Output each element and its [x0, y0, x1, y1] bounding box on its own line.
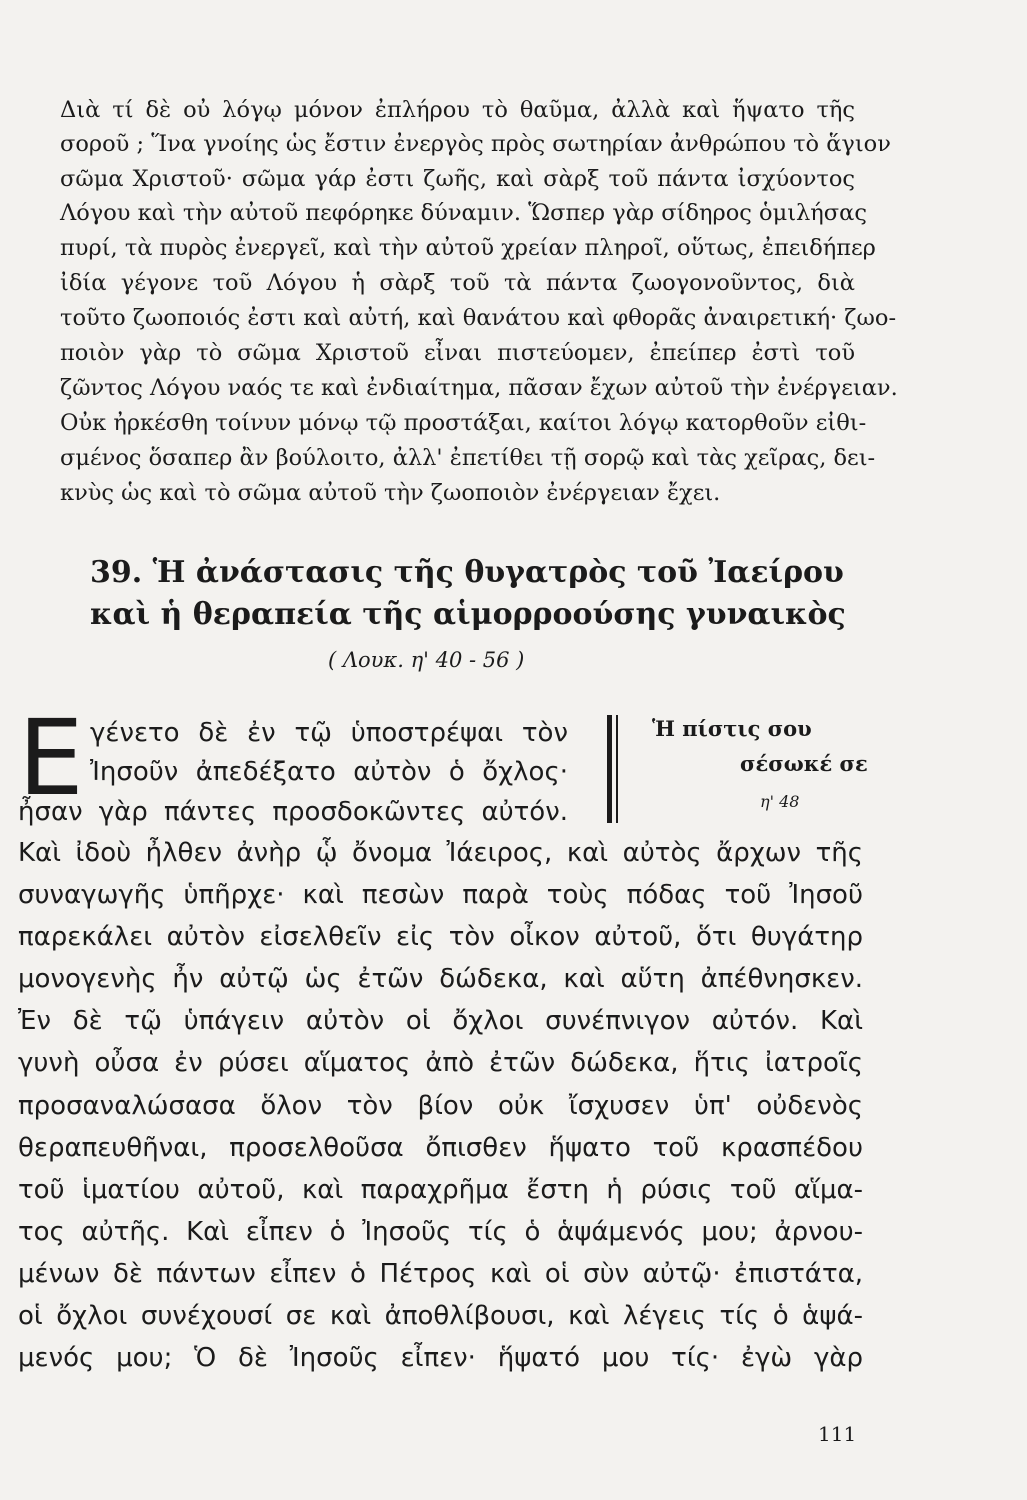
body-line: Καὶ ἰδοὺ ἦλθεν ἀνὴρ ᾧ ὄνομα Ἰάειρος, καὶ αὐτὸς ἄρχων τῆς — [18, 838, 863, 868]
commentary-line: πυρί, τὰ πυρὸς ἐνεργεῖ, καὶ τὴν αὐτοῦ χρείαν πληροῖ, οὕτως, ἐπειδήπερ — [60, 235, 876, 261]
scripture-reference: ( Λουκ. η' 40 - 56 ) — [328, 648, 525, 672]
commentary-line: τοῦτο ζωοποιός ἐστι καὶ αὐτή, καὶ θανάτου καὶ φθορᾶς ἀναιρετική· ζωο- — [60, 305, 897, 331]
commentary-line: κνὺς ὡς καὶ τὸ σῶμα αὐτοῦ τὴν ζωοποιὸν ἐνέργειαν ἔχει. — [60, 480, 721, 506]
sidenote-line-1: Ἡ πίστις σου — [652, 716, 812, 741]
body-line: μονογενὴς ἦν αὐτῷ ὡς ἐτῶν δώδεκα, καὶ αὕτη ἀπέθνησκεν. — [18, 964, 863, 994]
commentary-line: σῶμα Χριστοῦ· σῶμα γάρ ἐστι ζωῆς, καὶ σὰρξ τοῦ πάντα ἰσχύοντος — [60, 166, 855, 192]
body-line: Ἐν δὲ τῷ ὑπάγειν αὐτὸν οἱ ὄχλοι συνέπνιγον αὐτόν. Καὶ — [18, 1006, 863, 1036]
section-heading-line-2: καὶ ἡ θεραπεία τῆς αἱμορροούσης γυναικὸς — [90, 597, 846, 632]
body-line: παρεκάλει αὐτὸν εἰσελθεῖν εἰς τὸν οἶκον αὐτοῦ, ὅτι θυγάτηρ — [18, 922, 863, 952]
sidenote-divider-thin — [616, 715, 618, 823]
sidenote-divider-thick — [607, 715, 612, 823]
body-line: συναγωγῆς ὑπῆρχε· καὶ πεσὼν παρὰ τοὺς πόδας τοῦ Ἰησοῦ — [18, 880, 863, 910]
commentary-line: Οὐκ ἠρκέσθη τοίνυν μόνῳ τῷ προστάξαι, καίτοι λόγῳ κατορθοῦν εἰθι- — [60, 410, 867, 436]
sidenote-reference: η' 48 — [760, 792, 800, 811]
page-number: 111 — [818, 1422, 857, 1446]
commentary-line: σοροῦ ; Ἵνα γνοίης ὡς ἔστιν ἐνεργὸς πρὸς σωτηρίαν ἀνθρώπου τὸ ἅγιον — [60, 131, 891, 157]
section-heading-line-1: 39. Ἡ ἀνάστασις τῆς θυγατρὸς τοῦ Ἰαείρου — [90, 555, 844, 590]
body-line: τοῦ ἱματίου αὐτοῦ, καὶ παραχρῆμα ἔστη ἡ ρύσις τοῦ αἵμα- — [18, 1175, 863, 1205]
body-line: Ἰησοῦν ἀπεδέξατο αὐτὸν ὁ ὄχλος· — [90, 757, 568, 787]
commentary-line: Διὰ τί δὲ οὐ λόγῳ μόνον ἐπλήρου τὸ θαῦμα, ἀλλὰ καὶ ἥψατο τῆς — [60, 97, 855, 123]
body-line: μένων δὲ πάντων εἶπεν ὁ Πέτρος καὶ οἱ σὺν αὐτῷ· ἐπιστάτα, — [18, 1259, 863, 1289]
commentary-line: σμένος ὅσαπερ ἂν βούλοιτο, ἀλλ' ἐπετίθει τῇ σορῷ καὶ τὰς χεῖρας, δει- — [60, 445, 876, 471]
body-line: οἱ ὄχλοι συνέχουσί σε καὶ ἀποθλίβουσι, καὶ λέγεις τίς ὁ ἁψά- — [18, 1301, 863, 1331]
body-line: ἦσαν γὰρ πάντες προσδοκῶντες αὐτόν. — [18, 797, 568, 827]
sidenote-line-2: σέσωκέ σε — [740, 751, 868, 776]
body-line: τος αὐτῆς. Καὶ εἶπεν ὁ Ἰησοῦς τίς ὁ ἁψάμενός μου; ἀρνου- — [18, 1217, 863, 1247]
commentary-line: Λόγου καὶ τὴν αὐτοῦ πεφόρηκε δύναμιν. Ὥσπερ γὰρ σίδηρος ὁμιλήσας — [60, 200, 867, 226]
body-line: γένετο δὲ ἐν τῷ ὑποστρέψαι τὸν — [90, 718, 568, 748]
body-line: γυνὴ οὖσα ἐν ρύσει αἵματος ἀπὸ ἐτῶν δώδεκα, ἥτις ἰατροῖς — [18, 1048, 863, 1078]
body-line: θεραπευθῆναι, προσελθοῦσα ὄπισθεν ἥψατο τοῦ κρασπέδου — [18, 1133, 863, 1163]
commentary-line: ποιὸν γὰρ τὸ σῶμα Χριστοῦ εἶναι πιστεύομεν, ἐπείπερ ἐστὶ τοῦ — [60, 340, 855, 366]
body-line: μενός μου; Ὁ δὲ Ἰησοῦς εἶπεν· ἥψατό μου τίς· ἐγὼ γὰρ — [18, 1343, 863, 1373]
body-line: προσαναλώσασα ὅλον τὸν βίον οὐκ ἴσχυσεν ὑπ' οὐδενὸς — [18, 1091, 863, 1121]
drop-cap: Ε — [18, 697, 84, 819]
commentary-line: ζῶντος Λόγου ναός τε καὶ ἐνδιαίτημα, πᾶσαν ἔχων αὐτοῦ τὴν ἐνέργειαν. — [60, 375, 898, 401]
commentary-line: ἰδία γέγονε τοῦ Λόγου ἡ σὰρξ τοῦ τὰ πάντα ζωογονοῦντος, διὰ — [60, 270, 855, 296]
